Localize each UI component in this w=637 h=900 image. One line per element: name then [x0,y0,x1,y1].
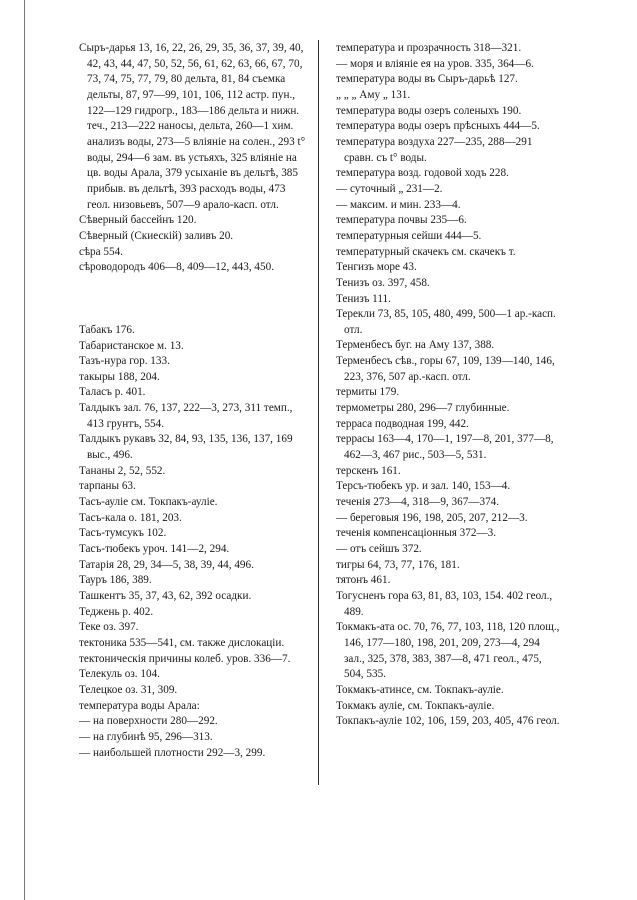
index-entry: — суточный „ 231—2. [336,182,443,195]
index-entry: Теке оз. 397. [79,621,139,634]
index-entry: тятонъ 461. [336,574,391,587]
index-entry: Терменбесъ буг. на Аму 137, 388. [336,339,495,352]
index-entry: тектоническія причины колеб. уров. 336—7. [79,652,291,665]
index-entry: Сѣверный (Скиескій) заливъ 20. [79,229,234,242]
index-entry: Тенгизъ море 43. [336,261,417,274]
index-entry: — на поверхности 280—292. [79,715,218,728]
index-entry: Татарія 28, 29, 34—5, 38, 39, 44, 496. [79,558,254,571]
right-column [336,41,560,730]
index-entry: „ „ „ Аму „ 131. [336,88,411,101]
index-entry: Терсъ-тюбекъ ур. и зал. 140, 153—4. [336,480,511,493]
index-entry: Ташкентъ 35, 37, 43, 62, 392 осадки. [79,590,252,602]
index-entry: Терекли 73, 85, 105, 480, 499, 500—1 ар.-касп. отл. [336,308,556,336]
index-entry: Телекуль оз. 104. [79,668,160,681]
index-entry: — на глубинѣ 95, 296—313. [79,730,213,743]
index-entry: Сыръ-дарья 13, 16, 22, 26, 29, 35, 36, 37, 39, 40, 42, 43, 44, 47, 50, 52, 56, 61, 62, 63, 66, 67, 70, 73, 74, 75, 77, 79, 80 дельта, 81, 84 съемка дельты, 87, 97—99, 101, 106, 112 астр. пун., 122—129 гидрогр., 183—186 дельта и нижн. теч., 213—222 наносы, дельта, 260—1 хим. анализъ воды, 273—5 вліяніе на солен., 293 t° воды, 294—6 зам. въ устьяхъ, 325 вліяніе на цв. воды Арала, 379 усыханіе въ дельтѣ, 385 прибыв. въ дельтѣ, 393 расходъ воды, 473 геол. низовьевъ, 507—9 арало-касп. отл. [79,42,306,211]
index-entry: Тананы 2, 52, 552. [79,464,166,477]
index-entry: температура воздуха 227—235, 288—291 сравн. съ t° воды. [336,135,533,164]
index-entry: температура воды озеръ соленыхъ 190. [336,104,522,117]
index-entry: Терменбесъ сѣв., горы 67, 109, 139—140, 146, 223, 376, 507 ар.-касп. отл. [336,355,555,383]
index-entry: температура воды озеръ прѣсныхъ 444—5. [336,120,540,133]
section-gap [79,276,311,323]
index-entry: теченія компенсаціонныя 372—3. [336,527,497,540]
index-entry: Сѣверный бассейнъ 120. [79,214,197,227]
index-entry: тектоника 535—541, см. также дислокаціи. [79,636,285,649]
index-entry: терскенъ 161. [336,464,401,477]
index-entry: тарпаны 63. [79,480,136,493]
index-entry: — максим. и мин. 233—4. [336,198,461,211]
index-entry: Тасъ-тумсукъ 102. [79,527,167,540]
index-entry: Тасъ-ауліе см. Токпакъ-ауліе. [79,496,218,509]
index-entry: терраса подводная 199, 442. [336,417,469,430]
index-entry: температурный скачекъ см. скачекъ т. [336,245,516,258]
index-entry: — наибольшей плотности 292—3, 299. [79,746,266,759]
index-entry: Табаристанское м. 13. [79,339,184,352]
index-entry: Талдыкъ рукавъ 32, 84, 93, 135, 136, 137, 169 выс., 496. [79,433,293,462]
index-entry: теченія 273—4, 318—9, 367—374. [336,496,500,509]
index-entry: Токмакъ-ата ос. 70, 76, 77, 103, 118, 120 площ., 146, 177—180, 198, 201, 209, 273—4, 294 зал., 325, 378, 383, 387—8, 471 геол., 475, 504, 535. [336,621,560,681]
index-entry: сѣроводородъ 406—8, 409—12, 443, 450. [79,261,274,274]
index-entry: Таласъ р. 401. [79,386,146,399]
index-entry: термометры 280, 296—7 глубинные. [336,402,510,415]
index-entry: Тазъ-нура гор. 133. [79,355,170,368]
index-entry: тигры 64, 73, 77, 176, 181. [336,558,460,571]
index-entry: температура и прозрачность 318—321. [336,42,522,54]
column-divider [318,40,319,785]
index-entry: Телецкое оз. 31, 309. [79,683,178,696]
index-entry: такыры 188, 204. [79,370,160,383]
index-entry: температура воды Арала: [79,699,200,712]
index-entry: Тогусненъ гора 63, 81, 83, 103, 154. 402 геол., 489. [336,589,553,618]
page-margin-line [24,0,25,900]
index-entry: Токпакъ-ауліе 102, 106, 159, 203, 405, 476 геол. [336,715,560,728]
index-entry: термиты 179. [336,386,400,399]
index-entry: Талдыкъ зал. 76, 137, 222—3, 273, 311 темп., 413 грунтъ, 554. [79,402,293,430]
index-entry: Теджень р. 402. [79,605,154,618]
index-entry: сѣра 554. [79,245,123,258]
index-entry: Тенизъ 111. [336,292,391,305]
index-entry: температура почвы 235—6. [336,214,467,227]
index-entry: Тауръ 186, 389. [79,574,152,587]
index-entry: Табакъ 176. [79,323,135,336]
index-entry: террасы 163—4, 170—1, 197—8, 201, 377—8, 462—3, 467 рис., 503—5, 531. [336,433,554,462]
index-entry: — моря и вліяніе ея на уров. 335, 364—6. [336,57,534,70]
index-entry: температурныя сейши 444—5. [336,229,482,242]
index-entry: температура воды въ Сыръ-дарьѣ 127. [336,73,518,86]
left-column [79,41,311,761]
index-entry: Токмакъ ауліе, см. Токпакъ-ауліе. [336,699,495,712]
index-entry: Тасъ-тюбекъ уроч. 141—2, 294. [79,543,230,556]
index-entry: Тасъ-кала о. 181, 203. [79,511,182,524]
index-entry: Токмакъ-атинсе, см. Токпакъ-ауліе. [336,683,504,696]
index-entry: температура возд. годовой ходъ 228. [336,167,509,180]
index-entry: — отъ сейшъ 372. [336,543,422,555]
index-entry: — береговыя 196, 198, 205, 207, 212—3. [336,511,528,524]
index-entry: Тенизъ оз. 397, 458. [336,276,430,289]
